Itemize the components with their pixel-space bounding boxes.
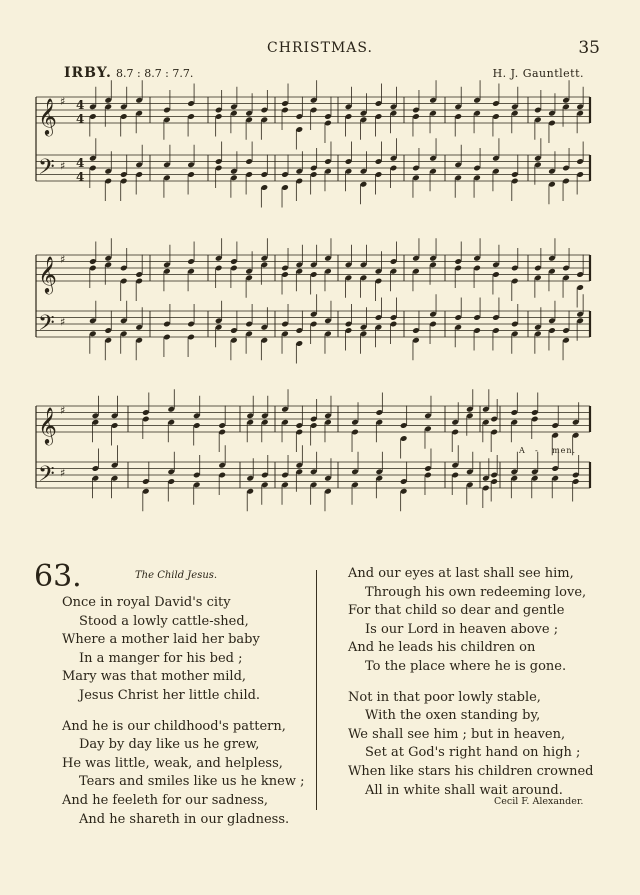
lyric-line: Once in royal David's city [62, 595, 231, 610]
stanza [62, 718, 305, 830]
column-divider [316, 570, 317, 810]
author-attribution: Cecil F. Alexander. [494, 796, 584, 807]
lyric-line: With the oxen standing by, [365, 708, 541, 724]
lyric-line: Set at God's right hand on high ; [365, 745, 581, 761]
lyric-line: In a manger for his bed ; [79, 650, 243, 666]
lyric-line: And he feeleth for our sadness, [62, 792, 269, 808]
lyric-line: And he leads his children on [348, 640, 536, 656]
tune-meter: 8.7 : 8.7 : 7.7. [116, 67, 194, 80]
bass-clef: 𝄢 [38, 311, 55, 341]
page-number: 35 [578, 38, 600, 58]
hymn-number: 63. [34, 559, 82, 594]
key-signature-sharp: ♯ [60, 94, 66, 108]
lyric-line: Where a mother laid her baby [62, 632, 260, 648]
lyric-line: Not in that poor lowly stable, [348, 689, 541, 705]
treble-clef: 𝄞 [38, 406, 57, 444]
composer: H. J. Gauntlett. [492, 67, 584, 80]
lyrics-column-right [348, 565, 594, 800]
amen-syllable: men. [552, 446, 577, 455]
lyric-line: And he shareth in our gladness. [79, 811, 290, 827]
page-title: CHRISTMAS. [267, 40, 373, 56]
lyrics-column-left [62, 594, 305, 829]
lyric-line: He was little, weak, and helpless, [62, 755, 283, 771]
lyric-line: Stood a lowly cattle-shed, [79, 613, 249, 629]
amen-syllable: A [519, 446, 526, 455]
lyric-line: All in white shall wait around. [365, 782, 563, 798]
lyric-line: Tears and smiles like us he knew ; [79, 774, 305, 790]
stanza [348, 689, 594, 801]
time-signature-top: 4 [76, 98, 85, 112]
treble-clef: 𝄞 [38, 97, 57, 135]
time-signature-top: 4 [76, 156, 85, 170]
hymn-subtitle: The Child Jesus. [135, 570, 218, 581]
lyric-line: For that child so dear and gentle [348, 603, 565, 619]
lyric-line: Through his own redeeming love, [365, 584, 587, 600]
stanza [62, 594, 305, 706]
key-signature-sharp: ♯ [60, 403, 66, 417]
lyric-line: Day by day like us he grew, [79, 737, 260, 753]
amen-syllable: - [535, 446, 539, 455]
bass-clef: 𝄢 [38, 462, 55, 492]
lyric-line: We shall see him ; but in heaven, [348, 726, 566, 742]
bass-clef: 𝄢 [38, 155, 55, 185]
key-signature-sharp: ♯ [60, 159, 66, 173]
stanza [348, 565, 594, 677]
treble-clef: 𝄞 [38, 255, 57, 293]
time-signature-bottom: 4 [76, 112, 85, 126]
key-signature-sharp: ♯ [60, 315, 66, 329]
lyric-line: Is our Lord in heaven above ; [365, 621, 559, 637]
tune-name: IRBY. [64, 65, 112, 81]
lyric-line: To the place where he is gone. [365, 658, 567, 674]
key-signature-sharp: ♯ [60, 466, 66, 480]
lyric-line: Jesus Christ her little child. [79, 687, 261, 703]
key-signature-sharp: ♯ [60, 252, 66, 266]
lyric-line: And our eyes at last shall see him, [348, 566, 574, 581]
lyric-line: Mary was that mother mild, [62, 669, 247, 685]
lyric-line: When like stars his children crowned [348, 763, 594, 779]
lyric-line: And he is our childhood's pattern, [62, 718, 286, 734]
time-signature-bottom: 4 [76, 170, 85, 184]
